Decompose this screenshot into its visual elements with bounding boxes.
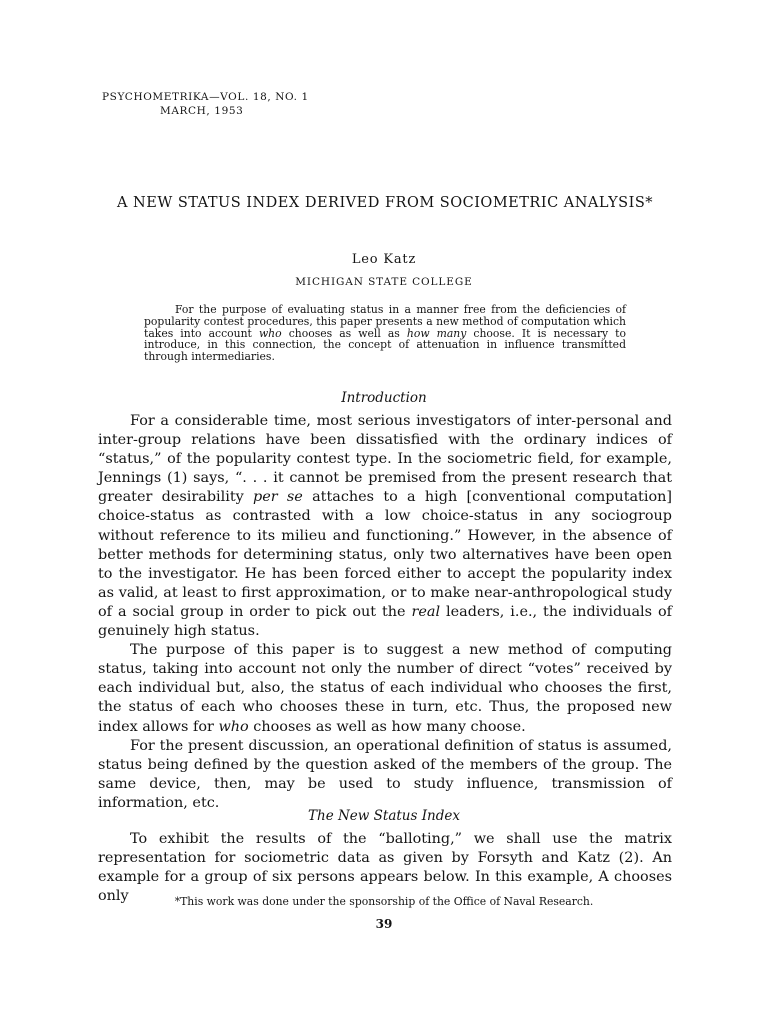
paper-title: A NEW STATUS INDEX DERIVED FROM SOCIOMETRIC ANALYSIS* (116, 195, 654, 211)
author-affiliation: MICHIGAN STATE COLLEGE (295, 276, 473, 288)
journal-volume: PSYCHOMETRIKA—VOL. 18, NO. 1 (102, 91, 309, 103)
abstract-paragraph (144, 304, 626, 363)
section-heading-new-status-index: The New Status Index (308, 808, 460, 824)
introduction-body (98, 412, 672, 813)
abstract-emphasis-1: who (258, 326, 282, 340)
intro-p1-text-1: For a considerable time, most serious investigators of inter-personal and inter-group relations have been dissatisfied with the ordinary indices of “status,” of the popularity contest type. In the sociometric field, for example, Jennings (1) says, “. . . it cannot be premised from the present research that greater desirability (98, 413, 672, 506)
abstract-text-1: For the purpose of evaluating status in a manner free from the deficiencies of popularity contest procedures, this paper presents a new method of computation which takes into account (144, 303, 626, 340)
abstract-emphasis-2: how many (406, 326, 467, 340)
page-number: 39 (375, 917, 393, 931)
intro-paragraph-3: For the present discussion, an operational definition of status is assumed, status being defined by the question asked of the members of the group. The same device, then, may be used to study influence, transmission of information, etc. (98, 737, 672, 811)
intro-p2-emphasis-1: who (218, 718, 249, 735)
new-status-paragraph-1: To exhibit the results of the “balloting,” we shall use the matrix representation for sociometric data as given by Forsyth and Katz (2). An example for a group of six persons appears below. In this example, A chooses only (98, 831, 672, 905)
intro-p2-text-2: chooses as well as how many choose. (248, 718, 526, 735)
intro-p1-text-3: leaders, i.e., the individuals of genuinely high status. (98, 603, 672, 640)
intro-p2-text-1: The purpose of this paper is to suggest a new method of computing status, taking into account not only the number of direct “votes” received by each individual but, also, the status of each individual who chooses the first, the status of each who chooses these in turn, etc. Thus, the proposed new index allows for (98, 642, 672, 735)
intro-paragraph-2 (98, 641, 672, 736)
intro-paragraph-1 (98, 412, 672, 641)
intro-p1-text-2: attaches to a high [conventional computation] choice-status as contrasted with a low choice-status in any sociogroup without reference to its milieu and functioning.” However, in the absence of better methods for determining status, only two alternatives have been open to the investigator. He has been forced either to accept the popularity index as valid, at least to first approximation, or to make near-anthropological study of a social group in order to pick out the (98, 489, 672, 620)
journal-header (102, 90, 309, 118)
abstract (144, 304, 626, 363)
abstract-text-3: choose. It is necessary to introduce, in this connection, the concept of attenuation in influence transmitted through intermediaries. (144, 326, 626, 364)
author-name: Leo Katz (351, 252, 417, 267)
intro-p1-emphasis-1: per se (253, 489, 303, 506)
journal-date: MARCH, 1953 (160, 105, 244, 117)
section-heading-introduction: Introduction (341, 390, 427, 406)
abstract-text-2: chooses as well as (281, 326, 407, 340)
intro-p1-emphasis-2: real (411, 603, 441, 620)
footnote: *This work was done under the sponsorship of the Office of Naval Research. (174, 895, 594, 908)
